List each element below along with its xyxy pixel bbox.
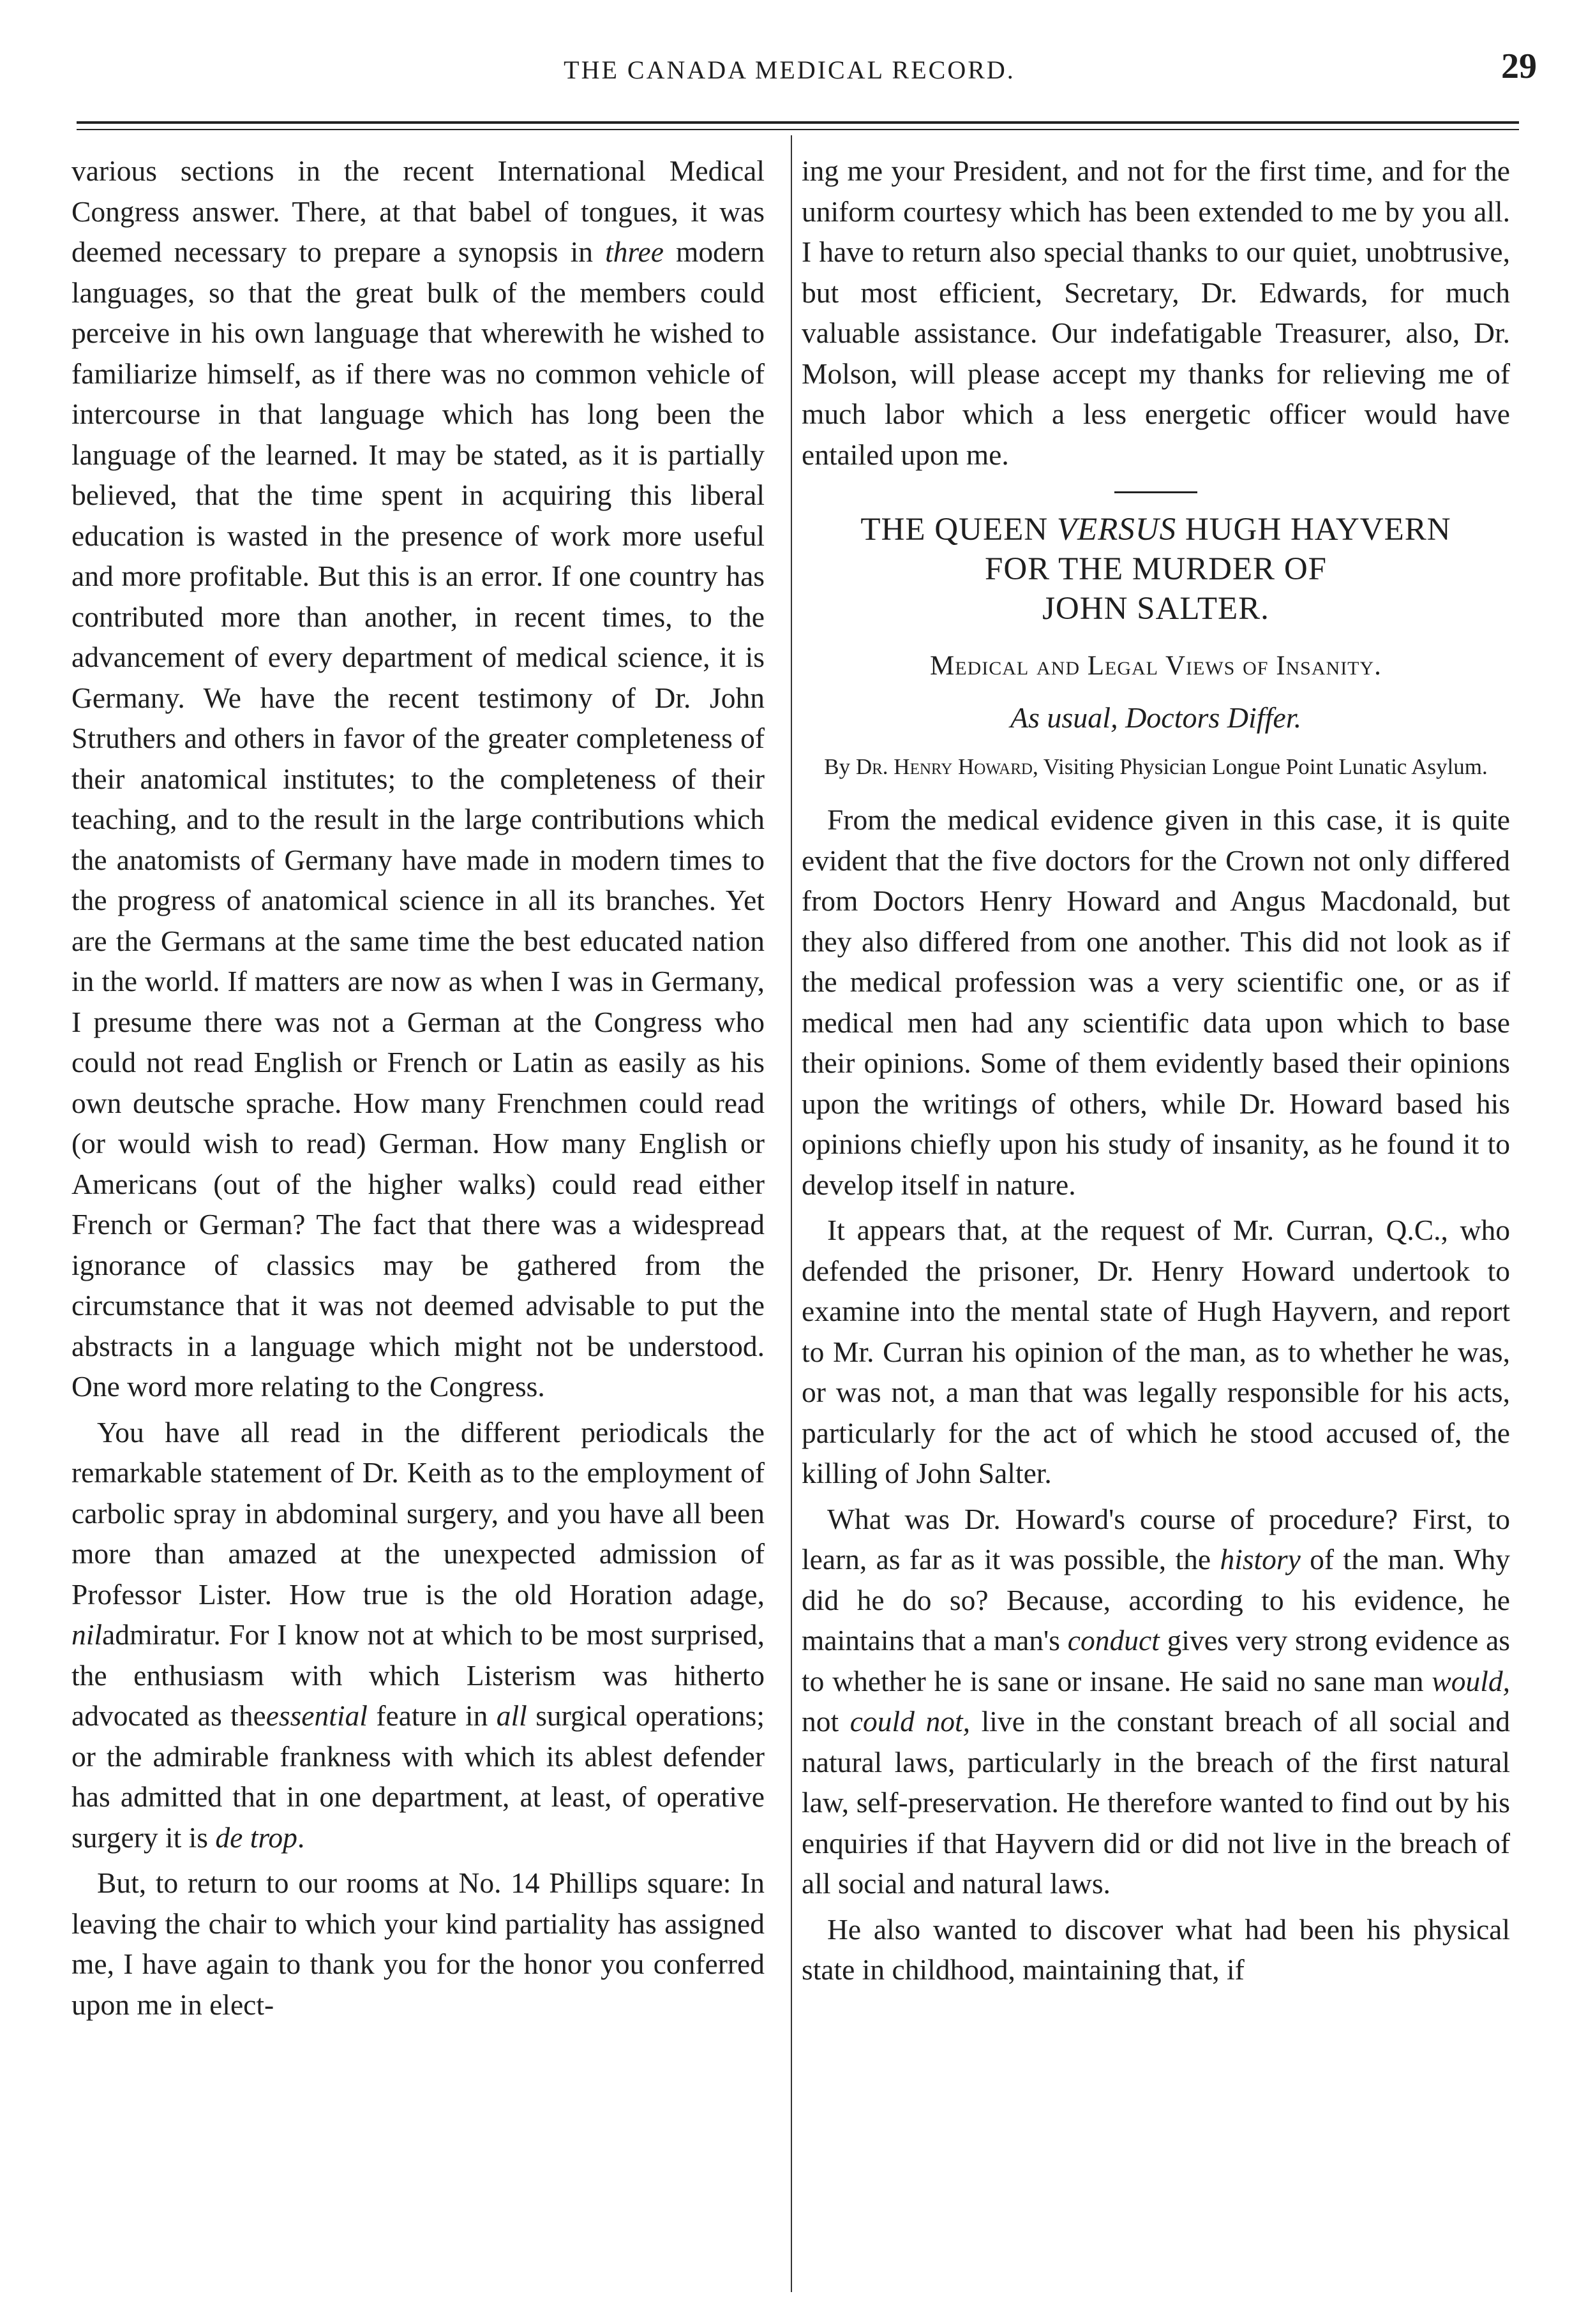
article-title <box>802 510 1510 629</box>
running-title: THE CANADA MEDICAL RECORD. <box>564 56 1015 84</box>
italic-run: all <box>496 1699 527 1732</box>
right-paragraph-5: He also wanted to discover what had been his physical state in childhood, maintaining that, if <box>802 1912 1510 1986</box>
italic-run: de trop <box>215 1821 297 1854</box>
right-paragraph-1: ing me your President, and not for the first time, and for the uniform courtesy which has been extended to me by you all. I have to return also special thanks to our quiet, unobtrusive, but most efficient, Secretary, Dr. Edwards, for much valuable assistance. Our indefatigable Treasurer, also, Dr. Molson, will please accept my thanks for relieving me of much labor which a less energetic officer would have entailed upon me. <box>802 154 1510 471</box>
text-run: surgical operations; or the admirable frankness with which its ablest defender has admitted that in one department, at least, of operative surgery it is <box>71 1699 765 1854</box>
text-run: You have all read in the different periodicals the remarkable statement of Dr. Keith as to the employment of carbolic spray in abdominal surgery, and you have all been more than amazed at the unexpected admission of Professor Lister. How true is the old Horation adage, <box>71 1415 765 1611</box>
text-run: various sections in the recent International Medical Congress answer. There, at that babel of tongues, it was deemed necessary to prepare a synopsis in <box>71 154 765 268</box>
article-title-line-2: FOR THE MURDER OF <box>984 551 1328 587</box>
text-run: admiratur. For I know not at which to be most surprised, the enthusiasm with which Listerism was hitherto advocated as the <box>71 1618 765 1732</box>
text-run: THE QUEEN <box>860 512 1057 547</box>
text-run: live in the constant breach of all social and natural laws, particularly in the breach of the first natural law, self-preservation. He therefore wanted to find out by his enquiries if that Hayvern did or did not live in the breach of all social and natural laws. <box>802 1705 1510 1900</box>
italic-run: three <box>605 235 664 268</box>
italic-run: conduct <box>1067 1624 1160 1657</box>
text-run: of the man. Why did he do so? Because, according to his evidence, he maintains that a man's <box>802 1543 1510 1657</box>
italic-run: could not, <box>849 1705 971 1738</box>
text-run: HUGH HAYVERN <box>1176 512 1451 547</box>
article-byline <box>802 751 1510 783</box>
left-paragraph-3: But, to return to our rooms at No. 14 Phillips square: In leaving the chair to which your kind partiality has assigned me, I have again to thank you for the honor you conferred upon me in elect- <box>71 1866 765 2021</box>
right-paragraph-4 <box>802 1499 1510 1904</box>
article-title-line-1 <box>802 510 1510 549</box>
right-paragraph-2: From the medical evidence given in this case, it is quite evident that the five doctors for the Crown not only differed from Doctors Henry Howard and Angus Macdonald, but they also differed from one another. This did not look as if the medical profession was a very scientific one, or as if medical men had any scientific data upon which to base their opinions. Some of them evidently based their opinions upon the writings of others, while Dr. Howard based his opinions chiefly upon his study of insanity, as he found it to develop itself in nature. <box>802 803 1510 1201</box>
left-paragraph-1 <box>71 151 765 1407</box>
italic-run: essential <box>266 1699 368 1732</box>
section-separator-rule <box>1114 491 1197 493</box>
article-title-line-3: JOHN SALTER. <box>1042 591 1269 627</box>
text-run: What was Dr. Howard's course of procedure? First, to learn, as far as it was possible, the <box>802 1502 1510 1575</box>
text-run: By <box>824 754 856 779</box>
right-column <box>802 151 1510 1990</box>
text-run: modern languages, so that the great bulk of the members could perceive in his own language that wherewith he wished to familiarize himself, as if there was no common vehicle of intercourse in that language which has long been the language of the learned. It may be stated, as it is partially believed, that the time spent in acquiring this liberal education is wasted in the presence of work more useful and more profitable. But this is an error. If one country has contributed more than another, in recent times, to the advancement of every department of medical science, it is Germany. We have the recent testimony of Dr. John Struthers and others in favor of the greater completeness of their anatomical institutes; to the completeness of their teaching, and to the result in the large contributions which the anatomists of Germany have made in modern times to the progress of anatomical science in all its branches. Yet are the Germans at the same time the best educated nation in the world. If matters are now as when I was in Germany, I presume there was not a German at the Congress who could not read English or French or Latin as easily as his own deutsche sprache. How many Frenchmen could read (or would wish to read) German. How many English or Americans (out of the higher walks) could read either French or German? The fact that there was a widespread ignorance of classics may be gathered from the circumstance that it was not deemed advisable to put the abstracts in a language which might not be understood. One word more relating to the Congress. <box>71 235 765 1403</box>
page-number: 29 <box>1501 47 1537 86</box>
italic-run: VERSUS <box>1056 512 1177 547</box>
text-run: . <box>297 1821 305 1854</box>
text-run: gives very strong evidence as to whether he is sane or insane. He said no sane man <box>802 1624 1511 1697</box>
italic-run: nil <box>71 1618 103 1651</box>
article-tagline: As usual, Doctors Differ. <box>1010 701 1302 734</box>
text-run: feature in <box>367 1699 497 1732</box>
italic-run: would, <box>1432 1664 1510 1697</box>
author-name: Dr. Henry Howard <box>855 754 1033 779</box>
left-paragraph-2 <box>71 1412 765 1858</box>
column-divider <box>791 135 792 2292</box>
italic-run: history <box>1220 1543 1301 1575</box>
left-column <box>71 151 765 2025</box>
text-run: , Visiting Physician Longue Point Lunatic Asylum. <box>1032 754 1488 779</box>
header-rule-thick <box>77 121 1519 124</box>
article-subtitle: Medical and Legal Views of Insanity. <box>930 651 1382 681</box>
text-run: not <box>802 1705 850 1738</box>
header-rule-thin <box>77 129 1519 130</box>
right-paragraph-3: It appears that, at the request of Mr. Curran, Q.C., who defended the prisoner, Dr. Henry Howard undertook to examine into the mental state of Hugh Hayvern, and report to Mr. Curran his opinion of the man, as to whether he was, or was not, a man that was legally responsible for his acts, particularly for the act of which he stood accused of, the killing of John Salter. <box>802 1214 1510 1489</box>
